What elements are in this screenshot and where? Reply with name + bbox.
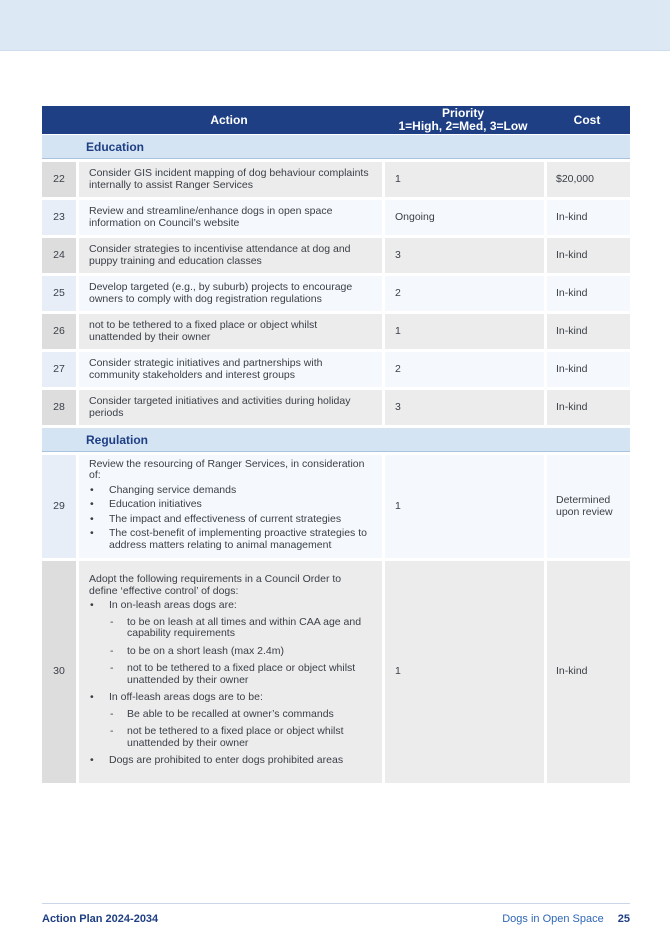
bullet-item: • Dogs are prohibited to enter dogs prohibited areas bbox=[89, 755, 372, 767]
row-action: Develop targeted (e.g., by suburb) projects to encourage owners to comply with dog registration regulations bbox=[79, 276, 382, 311]
footer-section bbox=[502, 913, 630, 925]
header-cost: Cost bbox=[544, 106, 630, 134]
row-cost: In-kind bbox=[547, 200, 630, 235]
row-cost: In-kind bbox=[547, 561, 630, 783]
row-priority: 3 bbox=[385, 238, 544, 273]
section-title: Education bbox=[86, 139, 145, 154]
row-cost: In-kind bbox=[547, 238, 630, 273]
bullet-text: In off-leash areas dogs are to be: bbox=[109, 691, 263, 704]
row-number: 28 bbox=[42, 390, 76, 425]
row-action: Consider strategic initiatives and partnerships with community stakeholders and interest groups bbox=[79, 352, 382, 387]
footer-divider bbox=[42, 903, 630, 904]
row-cost: $20,000 bbox=[547, 162, 630, 197]
row-action: Consider targeted initiatives and activities during holiday periods bbox=[79, 390, 382, 425]
table-row bbox=[42, 561, 630, 783]
row-number: 27 bbox=[42, 352, 76, 387]
section-title: Regulation bbox=[86, 432, 148, 447]
row-priority: 2 bbox=[385, 352, 544, 387]
row-priority: 3 bbox=[385, 390, 544, 425]
action-bullet-list bbox=[89, 485, 372, 552]
row-action: Consider GIS incident mapping of dog behaviour complaints internally to assist Ranger Services bbox=[79, 162, 382, 197]
header-num bbox=[42, 106, 76, 134]
bullet-item: • The impact and effectiveness of current strategies bbox=[89, 514, 372, 526]
header-action: Action bbox=[76, 106, 382, 134]
dash-item: - not be tethered to a fixed place or object whilst unattended by their owner bbox=[109, 726, 372, 749]
row-cost: In-kind bbox=[547, 390, 630, 425]
row-number: 24 bbox=[42, 238, 76, 273]
row-priority: 1 bbox=[385, 314, 544, 349]
table-row bbox=[42, 455, 630, 558]
header-priority-scale: 1=High, 2=Med, 3=Low bbox=[398, 119, 528, 133]
row-number: 22 bbox=[42, 162, 76, 197]
row-number: 23 bbox=[42, 200, 76, 235]
dash-list bbox=[109, 617, 372, 687]
row-priority: Ongoing bbox=[385, 200, 544, 235]
section-heading-education bbox=[42, 135, 630, 159]
row-cost: In-kind bbox=[547, 352, 630, 387]
bullet-item: • Education initiatives bbox=[89, 499, 372, 511]
page-number: 25 bbox=[617, 913, 630, 925]
row-action bbox=[79, 455, 382, 558]
header-priority bbox=[382, 106, 544, 134]
bullet-item: • The cost-benefit of implementing proactive strategies to address matters relating to animal management bbox=[89, 528, 372, 551]
bullet-item bbox=[89, 600, 372, 686]
table-row bbox=[42, 352, 630, 387]
dash-item: - not to be tethered to a fixed place or object whilst unattended by their owner bbox=[109, 663, 372, 686]
table-row bbox=[42, 200, 630, 235]
footer-document-title: Action Plan 2024-2034 bbox=[42, 913, 159, 925]
dash-list bbox=[109, 709, 372, 750]
bullet-item bbox=[89, 692, 372, 749]
dash-item: - Be able to be recalled at owner’s commands bbox=[109, 709, 372, 721]
dash-item: - to be on leash at all times and within CAA age and capability requirements bbox=[109, 617, 372, 640]
row-number: 25 bbox=[42, 276, 76, 311]
table-row bbox=[42, 390, 630, 425]
row-action bbox=[79, 561, 382, 783]
bullet-item: • Changing service demands bbox=[89, 485, 372, 497]
dash-item: - to be on a short leash (max 2.4m) bbox=[109, 646, 372, 658]
row-action: not to be tethered to a fixed place or object whilst unattended by their owner bbox=[79, 314, 382, 349]
row-action: Review and streamline/enhance dogs in open space information on Council’s website bbox=[79, 200, 382, 235]
row-action-intro: Review the resourcing of Ranger Services, in consideration of: bbox=[89, 457, 365, 482]
table-row bbox=[42, 162, 630, 197]
row-priority: 1 bbox=[385, 561, 544, 783]
header-band bbox=[0, 0, 670, 51]
row-number: 30 bbox=[42, 561, 76, 783]
action-bullet-list bbox=[89, 600, 372, 767]
table-row bbox=[42, 314, 630, 349]
action-table bbox=[42, 106, 630, 786]
table-row bbox=[42, 238, 630, 273]
row-number: 29 bbox=[42, 455, 76, 558]
table-header bbox=[42, 106, 630, 134]
row-priority: 2 bbox=[385, 276, 544, 311]
row-cost: In-kind bbox=[547, 276, 630, 311]
bullet-text: In on-leash areas dogs are: bbox=[109, 599, 237, 612]
row-priority: 1 bbox=[385, 162, 544, 197]
section-heading-regulation bbox=[42, 428, 630, 452]
row-cost: Determined upon review bbox=[547, 455, 630, 558]
row-number: 26 bbox=[42, 314, 76, 349]
row-cost: In-kind bbox=[547, 314, 630, 349]
footer-section-title: Dogs in Open Space bbox=[502, 913, 604, 925]
table-row bbox=[42, 276, 630, 311]
header-priority-title: Priority bbox=[441, 106, 484, 120]
row-action: Consider strategies to incentivise attendance at dog and puppy training and education classes bbox=[79, 238, 382, 273]
row-action-intro: Adopt the following requirements in a Council Order to define ‘effective control’ of dogs: bbox=[89, 573, 342, 597]
row-priority: 1 bbox=[385, 455, 544, 558]
